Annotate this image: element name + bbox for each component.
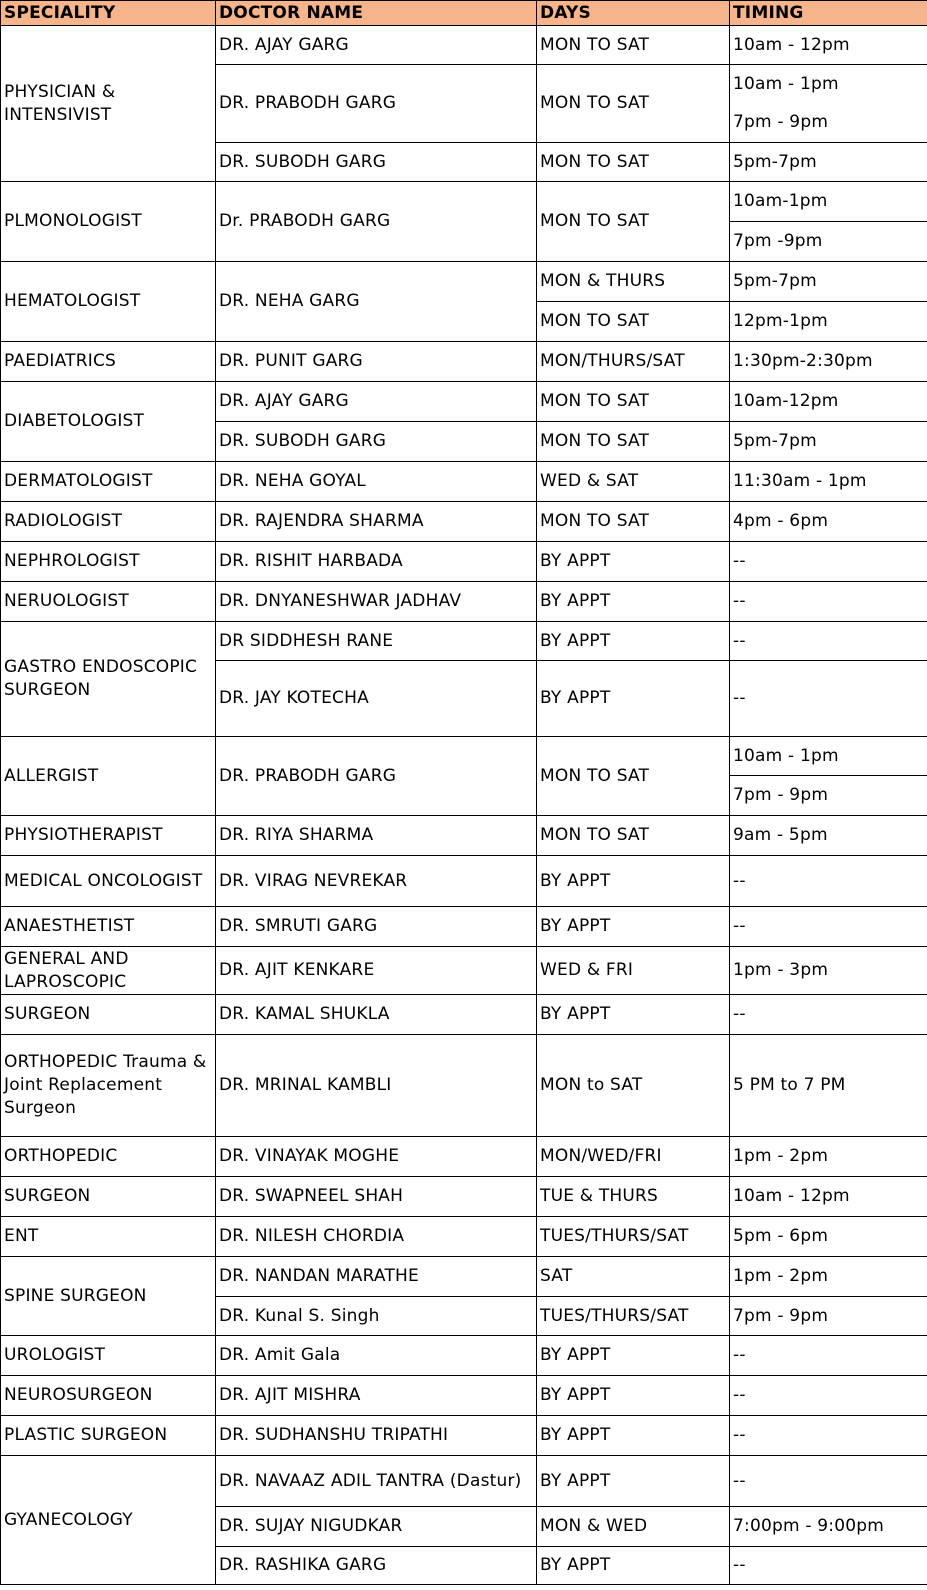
doctor-cell: DR. SMRUTI GARG bbox=[216, 907, 537, 947]
table-row bbox=[1, 947, 927, 995]
speciality-cell: NEPHROLOGIST bbox=[1, 542, 216, 582]
speciality-cell: ENT bbox=[1, 1217, 216, 1257]
speciality-cell: RADIOLOGIST bbox=[1, 502, 216, 542]
timing-cell: -- bbox=[730, 995, 927, 1035]
timing-cell: -- bbox=[730, 1336, 927, 1376]
timing-cell: -- bbox=[730, 856, 927, 907]
table-row bbox=[1, 582, 927, 622]
days-cell: TUES/THURS/SAT bbox=[537, 1297, 730, 1336]
timing-cell: 5pm-7pm bbox=[730, 262, 927, 302]
doctor-cell: DR. VIRAG NEVREKAR bbox=[216, 856, 537, 907]
days-cell: MON TO SAT bbox=[537, 182, 730, 262]
days-cell: TUES/THURS/SAT bbox=[537, 1217, 730, 1257]
timing-cell: 7pm - 9pm bbox=[730, 1297, 927, 1336]
table-row bbox=[1, 622, 927, 661]
doctor-cell: DR. KAMAL SHUKLA bbox=[216, 995, 537, 1035]
timing-cell: 10am - 1pm bbox=[730, 65, 927, 104]
timing-cell: 7pm - 9pm bbox=[730, 776, 927, 816]
days-cell: BY APPT bbox=[537, 1336, 730, 1376]
speciality-cell: MEDICAL ONCOLOGIST bbox=[1, 856, 216, 907]
timing-cell: -- bbox=[730, 661, 927, 737]
table-row bbox=[1, 502, 927, 542]
speciality-cell: SPINE SURGEON bbox=[1, 1257, 216, 1336]
timing-cell: 5pm - 6pm bbox=[730, 1217, 927, 1257]
header-timing: TIMING bbox=[730, 1, 927, 26]
days-cell: WED & SAT bbox=[537, 462, 730, 502]
speciality-cell: GASTRO ENDOSCOPIC SURGEON bbox=[1, 622, 216, 737]
timing-cell: 1:30pm-2:30pm bbox=[730, 342, 927, 382]
timing-cell: 10am - 12pm bbox=[730, 26, 927, 65]
speciality-cell: NEUROSURGEON bbox=[1, 1376, 216, 1416]
table-row bbox=[1, 856, 927, 907]
speciality-cell: NERUOLOGIST bbox=[1, 582, 216, 622]
table-row bbox=[1, 1035, 927, 1137]
speciality-cell: DIABETOLOGIST bbox=[1, 382, 216, 462]
doctor-cell: DR. SWAPNEEL SHAH bbox=[216, 1177, 537, 1217]
header-row bbox=[1, 1, 927, 26]
speciality-cell: DERMATOLOGIST bbox=[1, 462, 216, 502]
days-cell: MON to SAT bbox=[537, 1035, 730, 1137]
table-row bbox=[1, 342, 927, 382]
speciality-cell: PAEDIATRICS bbox=[1, 342, 216, 382]
days-cell: SAT bbox=[537, 1257, 730, 1297]
header-speciality: SPECIALITY bbox=[1, 1, 216, 26]
speciality-cell: ALLERGIST bbox=[1, 737, 216, 816]
timing-cell: -- bbox=[730, 1456, 927, 1507]
doctor-cell: DR. Kunal S. Singh bbox=[216, 1297, 537, 1336]
doctor-cell: DR. PRABODH GARG bbox=[216, 65, 537, 143]
speciality-cell: PLMONOLOGIST bbox=[1, 182, 216, 262]
speciality-cell: UROLOGIST bbox=[1, 1336, 216, 1376]
days-cell: BY APPT bbox=[537, 622, 730, 661]
doctor-cell: DR. NILESH CHORDIA bbox=[216, 1217, 537, 1257]
timing-cell: 1pm - 2pm bbox=[730, 1257, 927, 1297]
speciality-cell: PHYSICIAN & INTENSIVIST bbox=[1, 26, 216, 182]
table-row bbox=[1, 1376, 927, 1416]
doctor-cell: DR. RISHIT HARBADA bbox=[216, 542, 537, 582]
table-row bbox=[1, 816, 927, 856]
timing-cell: 11:30am - 1pm bbox=[730, 462, 927, 502]
doctor-cell: DR. NAVAAZ ADIL TANTRA (Dastur) bbox=[216, 1456, 537, 1507]
timing-cell: 4pm - 6pm bbox=[730, 502, 927, 542]
table-row bbox=[1, 26, 927, 65]
speciality-cell: ORTHOPEDIC bbox=[1, 1137, 216, 1177]
timing-cell: 7:00pm - 9:00pm bbox=[730, 1507, 927, 1547]
days-cell: MON & THURS bbox=[537, 262, 730, 302]
speciality-cell: SURGEON bbox=[1, 995, 216, 1035]
days-cell: WED & FRI bbox=[537, 947, 730, 995]
days-cell: MON TO SAT bbox=[537, 737, 730, 816]
table-row bbox=[1, 182, 927, 222]
table-row bbox=[1, 1416, 927, 1456]
doctor-cell: DR. PUNIT GARG bbox=[216, 342, 537, 382]
doctor-cell: DR. DNYANESHWAR JADHAV bbox=[216, 582, 537, 622]
doctor-cell: DR. AJIT KENKARE bbox=[216, 947, 537, 995]
header-days: DAYS bbox=[537, 1, 730, 26]
table-row bbox=[1, 1336, 927, 1376]
timing-cell: -- bbox=[730, 1547, 927, 1585]
timing-cell: -- bbox=[730, 1416, 927, 1456]
days-cell: BY APPT bbox=[537, 1376, 730, 1416]
days-cell: MON TO SAT bbox=[537, 143, 730, 182]
days-cell: MON TO SAT bbox=[537, 816, 730, 856]
speciality-cell: GYANECOLOGY bbox=[1, 1456, 216, 1585]
timing-cell: -- bbox=[730, 542, 927, 582]
timing-cell: 10am - 12pm bbox=[730, 1177, 927, 1217]
speciality-cell: PHYSIOTHERAPIST bbox=[1, 816, 216, 856]
doctor-cell: DR. NANDAN MARATHE bbox=[216, 1257, 537, 1297]
table-row bbox=[1, 737, 927, 776]
table-row bbox=[1, 907, 927, 947]
days-cell: MON TO SAT bbox=[537, 65, 730, 143]
timing-cell: -- bbox=[730, 582, 927, 622]
table-row bbox=[1, 1137, 927, 1177]
timing-cell: 5pm-7pm bbox=[730, 143, 927, 182]
doctor-cell: DR. Amit Gala bbox=[216, 1336, 537, 1376]
doctor-cell: DR. SUJAY NIGUDKAR bbox=[216, 1507, 537, 1547]
doctor-cell: DR. JAY KOTECHA bbox=[216, 661, 537, 737]
table-row bbox=[1, 542, 927, 582]
table-row bbox=[1, 262, 927, 302]
timing-cell: 9am - 5pm bbox=[730, 816, 927, 856]
timing-cell: 7pm -9pm bbox=[730, 222, 927, 262]
table-row bbox=[1, 462, 927, 502]
doctor-cell: Dr. PRABODH GARG bbox=[216, 182, 537, 262]
speciality-cell: PLASTIC SURGEON bbox=[1, 1416, 216, 1456]
timing-cell: 1pm - 2pm bbox=[730, 1137, 927, 1177]
speciality-cell: SURGEON bbox=[1, 1177, 216, 1217]
speciality-cell: ORTHOPEDIC Trauma & Joint Replacement Surgeon bbox=[1, 1035, 216, 1137]
doctor-cell: DR. RIYA SHARMA bbox=[216, 816, 537, 856]
speciality-cell: GENERAL AND LAPROSCOPIC bbox=[1, 947, 216, 995]
table-row bbox=[1, 382, 927, 422]
doctor-cell: DR SIDDHESH RANE bbox=[216, 622, 537, 661]
doctor-cell: DR. RAJENDRA SHARMA bbox=[216, 502, 537, 542]
doctor-cell: DR. AJAY GARG bbox=[216, 26, 537, 65]
timing-cell: 10am - 1pm bbox=[730, 737, 927, 776]
speciality-cell: ANAESTHETIST bbox=[1, 907, 216, 947]
days-cell: BY APPT bbox=[537, 907, 730, 947]
days-cell: MON TO SAT bbox=[537, 26, 730, 65]
doctor-cell: DR. PRABODH GARG bbox=[216, 737, 537, 816]
timing-cell: 12pm-1pm bbox=[730, 302, 927, 342]
table-row bbox=[1, 1257, 927, 1297]
days-cell: BY APPT bbox=[537, 856, 730, 907]
header-doctor-name: DOCTOR NAME bbox=[216, 1, 537, 26]
timing-cell: 1pm - 3pm bbox=[730, 947, 927, 995]
days-cell: MON/WED/FRI bbox=[537, 1137, 730, 1177]
days-cell: TUE & THURS bbox=[537, 1177, 730, 1217]
days-cell: MON TO SAT bbox=[537, 382, 730, 422]
days-cell: BY APPT bbox=[537, 661, 730, 737]
doctor-cell: DR. VINAYAK MOGHE bbox=[216, 1137, 537, 1177]
days-cell: BY APPT bbox=[537, 995, 730, 1035]
speciality-cell: HEMATOLOGIST bbox=[1, 262, 216, 342]
days-cell: MON/THURS/SAT bbox=[537, 342, 730, 382]
table-row bbox=[1, 1456, 927, 1507]
doctor-cell: DR. AJAY GARG bbox=[216, 382, 537, 422]
doctor-cell: DR. NEHA GARG bbox=[216, 262, 537, 342]
timing-cell: 10am-1pm bbox=[730, 182, 927, 222]
doctor-cell: DR. AJIT MISHRA bbox=[216, 1376, 537, 1416]
doctor-cell: DR. NEHA GOYAL bbox=[216, 462, 537, 502]
timing-cell: 5pm-7pm bbox=[730, 422, 927, 462]
table-row bbox=[1, 995, 927, 1035]
doctor-cell: DR. RASHIKA GARG bbox=[216, 1547, 537, 1585]
days-cell: BY APPT bbox=[537, 582, 730, 622]
timing-cell: -- bbox=[730, 1376, 927, 1416]
doctor-cell: DR. MRINAL KAMBLI bbox=[216, 1035, 537, 1137]
days-cell: MON TO SAT bbox=[537, 302, 730, 342]
doctor-cell: DR. SUBODH GARG bbox=[216, 143, 537, 182]
timing-cell: 5 PM to 7 PM bbox=[730, 1035, 927, 1137]
days-cell: MON & WED bbox=[537, 1507, 730, 1547]
doctor-cell: DR. SUDHANSHU TRIPATHI bbox=[216, 1416, 537, 1456]
timing-cell: 7pm - 9pm bbox=[730, 104, 927, 143]
days-cell: BY APPT bbox=[537, 1456, 730, 1507]
table-row bbox=[1, 1177, 927, 1217]
days-cell: BY APPT bbox=[537, 1547, 730, 1585]
days-cell: MON TO SAT bbox=[537, 502, 730, 542]
timing-cell: 10am-12pm bbox=[730, 382, 927, 422]
days-cell: BY APPT bbox=[537, 542, 730, 582]
timing-cell: -- bbox=[730, 907, 927, 947]
timing-cell: -- bbox=[730, 622, 927, 661]
days-cell: MON TO SAT bbox=[537, 422, 730, 462]
table-row bbox=[1, 1217, 927, 1257]
days-cell: BY APPT bbox=[537, 1416, 730, 1456]
doctor-cell: DR. SUBODH GARG bbox=[216, 422, 537, 462]
